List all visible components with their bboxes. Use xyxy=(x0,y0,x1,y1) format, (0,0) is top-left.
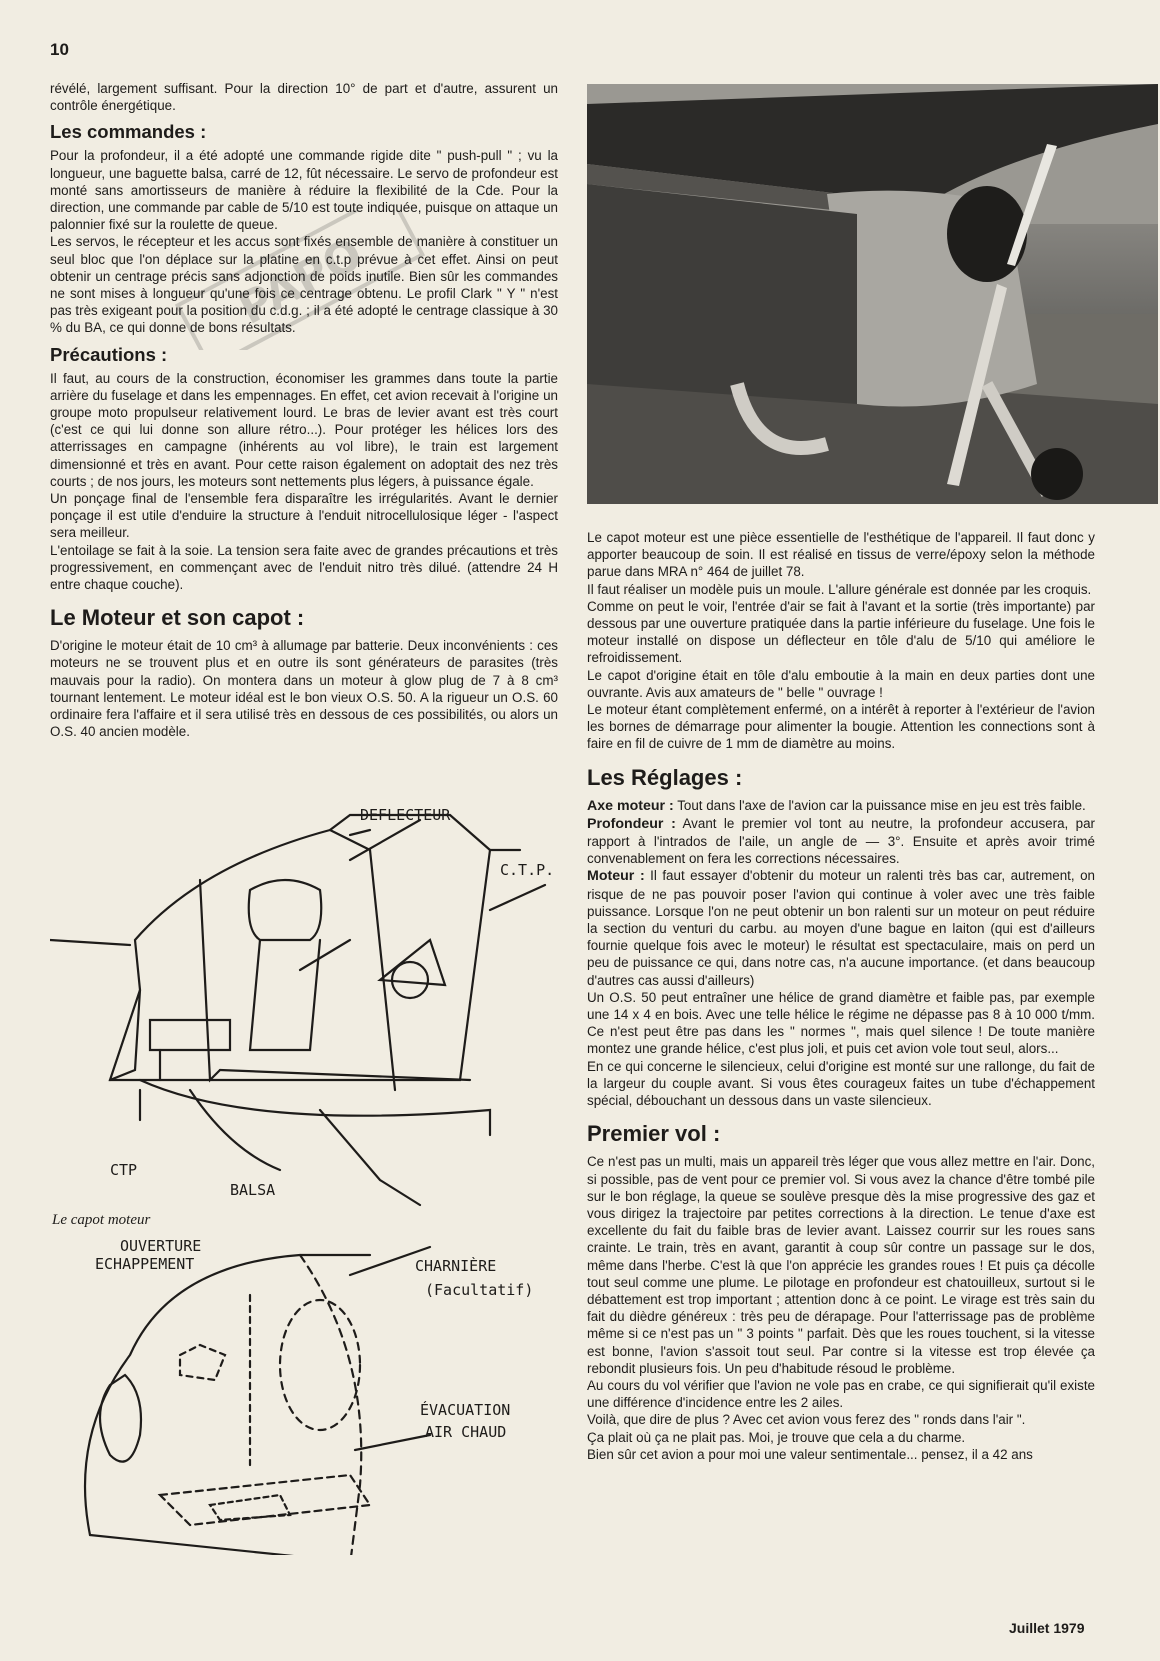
cowl-perspective-sketch xyxy=(50,1235,556,1555)
paragraph: Pour la profondeur, il a été adopté une commande rigide dite " push-pull " ; vu la longueur, une baguette balsa, carré de 12, fût nécessaire. Le servo de profondeur est monté sans amortisseurs de manière à réduire la flexibilité de la Cde. Pour la direction, une commande par cable de 5/10 est toute indiquée, puisque on attaque un palonnier fixé sur la roulette de queue. xyxy=(50,148,558,233)
page-number: 10 xyxy=(50,40,69,59)
paragraph: Bien sûr cet avion a pour moi une valeur sentimentale... pensez, il a 42 ans xyxy=(587,1446,1033,1462)
paragraph: Un O.S. 50 peut entraîner une hélice de grand diamètre et faible pas, par exemple une 14 x 4 en bois. Avec une telle hélice le régime ne dépasse pas 8 à 10 000 t/mm. Ce n'est peut être pas dans les " normes ", mais quel silence ! De toute manière montez une grande hélice, c'est plus joli, et puis cet avion vole tout seul, alors... xyxy=(587,989,1095,1057)
text-axe: Tout dans l'axe de l'avion car la puissance mise en jeu est très faible. xyxy=(677,797,1086,813)
paragraph xyxy=(587,797,1095,815)
paragraph: Le capot d'origine était en tôle d'alu emboutie à la main en deux parties dont une ouvrante. Avis aux amateurs de " belle " ouvrage ! xyxy=(587,667,1095,700)
section-title-premier-vol: Premier vol : xyxy=(587,1121,721,1147)
label-deflecteur: DEFLECTEUR xyxy=(360,806,451,824)
watermark-stamp xyxy=(160,210,440,350)
airplane-photo xyxy=(587,84,1158,504)
paragraph: Ça plait où ça ne plait pas. Moi, je trouve que cela a du charme. xyxy=(587,1429,966,1445)
label-balsa: BALSA xyxy=(230,1181,276,1199)
label-evacuation-1: ÉVACUATION xyxy=(420,1401,511,1419)
paragraph xyxy=(587,867,1095,988)
intro-paragraph: révélé, largement suffisant. Pour la direction 10° de part et d'autre, assurent un contrôle énergétique. xyxy=(50,81,558,114)
paragraph: Ce n'est pas un multi, mais un appareil très léger que vous allez mettre en l'air. Donc, si possible, pas de vent pour ce premier vol. Si vous avez la chance d'être tombé pile sur le bon réglage, la queue se soulève presque dès la mise progressive des gaz et vous dirigez la trajectoire par petites corrections à la direction. Le tenue d'axe est excellente du fait du faible bras de levier avant. Laissez courrir sur les roues sans crainte. Le train, très en avant, garantit à coup sûr contre un passage sur le dos, même dans l'herbe. C'est là que l'on apprécie les grandes roues ! Et puis ça décolle tout seul comme une plume. Le pilotage en profondeur est chatouilleux, surtout si le débattement est trop important ; attention donc à ce point. Le virage est très sain du fait du dièdre généreux : très peu de dérapage. Pour l'atterrissage pas de problème même si ce n'est pas un " 3 points " parfait. Dès que les roues touchent, si la vitesse est bonne, l'avion s'assoit tout seul. Par contre si la vitesse est trop élevée ça rebondit plusieurs fois. Un peu d'habitude résoud le problème. xyxy=(587,1154,1095,1376)
label-ctp-right: C.T.P. xyxy=(500,861,555,879)
paragraph: Voilà, que dire de plus ? Avec cet avion vous ferez des " ronds dans l'air ". xyxy=(587,1412,1026,1428)
right-column xyxy=(587,529,1095,1463)
paragraph: Le capot moteur est une pièce essentielle de l'esthétique de l'appareil. Il faut donc y apporter beaucoup de soin. Il est réalisé en tissus de verre/époxy selon la méthode parue dans MRA n° 464 de juillet 78. xyxy=(587,530,1095,580)
paragraph: Le moteur étant complètement enfermé, on a intérêt à reporter à l'extérieur de l'avion les bornes de démarrage pour alimenter la bougie. Attention les connections sont à faire en fil de cuivre de 1 mm de diamètre au moins. xyxy=(587,702,1095,752)
figure-caption: Le capot moteur xyxy=(52,1212,151,1228)
paragraph: L'entoilage se fait à la soie. La tension sera faite avec de grandes précautions et très progressivement, en commençant avec de l'enduit nitro très dilué. (attendre 24 H entre chaque couche). xyxy=(50,542,558,593)
label-ouverture-1: OUVERTURE xyxy=(120,1237,202,1255)
paragraph xyxy=(587,815,1095,868)
section-title-precautions: Précautions : xyxy=(50,343,168,365)
paragraph: Il faut, au cours de la construction, économiser les grammes dans toute la partie arrière du fuselage et dans les empennages. En effet, cet avion recevait à l'origine un groupe moto propulseur relativement lourd. Le bras de levier avant est très court (c'est ce qui lui donne son allure rétro...). Pour protéger les hélices lors des atterrissages en campagne (inhérents au vol libre), le train est largement dimensionné et très en avant. Pour cette raison également on adoptait des nez très courts ; de nos jours, les moteurs sont nettements plus légers, à puissance égale. xyxy=(50,370,558,489)
label-ctp-bottom: CTP xyxy=(110,1161,138,1179)
cowl-sketch xyxy=(50,790,556,1210)
section-title-commandes: Les commandes : xyxy=(50,121,207,143)
paragraph: Un ponçage final de l'ensemble fera disparaître les irrégularités. Avant le dernier ponçage il est utile d'enduire la structure à l'enduit nitrocellulosique léger - l'aspect sera meilleur. xyxy=(50,491,558,541)
text-moteur: Il faut essayer d'obtenir du moteur un ralenti très bas car, autrement, on risque de ne pas pouvoir poser l'avion qui continue à voler avec une très faible puissance. Lorsque l'on ne peut obtenir un bon ralenti sur un moteur on peut réduire la section du venturi du carbu. au moyen d'une bague en laiton (qui est d'ailleurs fournie quelque fois avec le moteur) le résultat est spectaculaire, mais on perd un peu de puissance ce qui, dans notre cas, n'a aucune importance. (et dans beaucoup d'autres cas aussi d'ailleurs) xyxy=(587,868,1095,988)
issue-date: Juillet 1979 xyxy=(1009,1620,1085,1636)
paragraph: Les servos, le récepteur et les accus sont fixés ensemble de manière à constituer un seul bloc que l'on déplace sur la platine en c.t.p prévue à cet effet. Ainsi on peut obtenir un centrage précis sans adjonction de poids inutile. Bien sûr les commandes ne sont mises à longueur qu'une fois ce centrage obtenu. Le profil Clark " Y " n'est pas très exigeant pour la position du c.d.g. ; il a été adopté le centrage classique à 30 % du BA, ce qui donne de bons résultats. xyxy=(50,234,558,336)
lead-moteur: Moteur : xyxy=(587,868,645,885)
paragraph: Comme on peut le voir, l'entrée d'air se fait à l'avant et la sortie (très importante) par dessous par une ouverture pratiquée dans la partie inférieure du fuselage. Une fois le moteur installé on dispose un déflecteur en tôle d'alu de 5/10 qui améliore le refroidissement. xyxy=(587,598,1095,666)
label-evacuation-2: AIR CHAUD xyxy=(425,1423,507,1441)
paragraph: Il faut réaliser un modèle puis un moule. L'allure générale est donnée par les croquis. xyxy=(587,581,1092,597)
paragraph: D'origine le moteur était de 10 cm³ à allumage par batterie. Deux inconvénients : ces moteurs ne se trouvent plus et en outre ils sont générateurs de parasites (très mauvais pour la radio). On montera dans un moteur à glow plug de 7 à 8 cm³ tournant lentement. Le moteur idéal est le bon vieux O.S. 50. A la rigueur un O.S. 60 ordinaire fera l'affaire et il sera utilisé très en dessous de ces possibilités, ou alors un O.S. 40 ancien modèle. xyxy=(50,638,558,740)
section-title-moteur: Le Moteur et son capot : xyxy=(50,605,305,631)
left-column xyxy=(50,80,558,741)
watermark-text: PAPO xyxy=(230,227,371,335)
label-charniere-2: (Facultatif) xyxy=(425,1281,534,1299)
section-title-reglages: Les Réglages : xyxy=(587,764,743,790)
lead-profondeur: Profondeur : xyxy=(587,815,676,832)
paragraph: Au cours du vol vérifier que l'avion ne vole pas en crabe, ce qui signifierait qu'il existe une différence d'incidence entre les 2 ailes. xyxy=(587,1377,1095,1411)
text-profondeur: Avant le premier vol tont au neutre, la profondeur accusera, par rapport à l'intrados de l'aile, un angle de — 3°. Ensuite et après avoir trimé convenablement on fera les corrections nécessaires. xyxy=(587,815,1095,867)
paragraph: En ce qui concerne le silencieux, celui d'origine est monté sur une rallonge, du fait de la largeur du couple avant. Si vous êtes courageux faites un tube d'échappement spécial, débouchant un dessous dans un vaste silencieux. xyxy=(587,1058,1095,1109)
label-ouverture-2: ECHAPPEMENT xyxy=(95,1255,195,1273)
lead-axe: Axe moteur : xyxy=(587,797,674,814)
label-charniere-1: CHARNIÈRE xyxy=(415,1257,497,1275)
